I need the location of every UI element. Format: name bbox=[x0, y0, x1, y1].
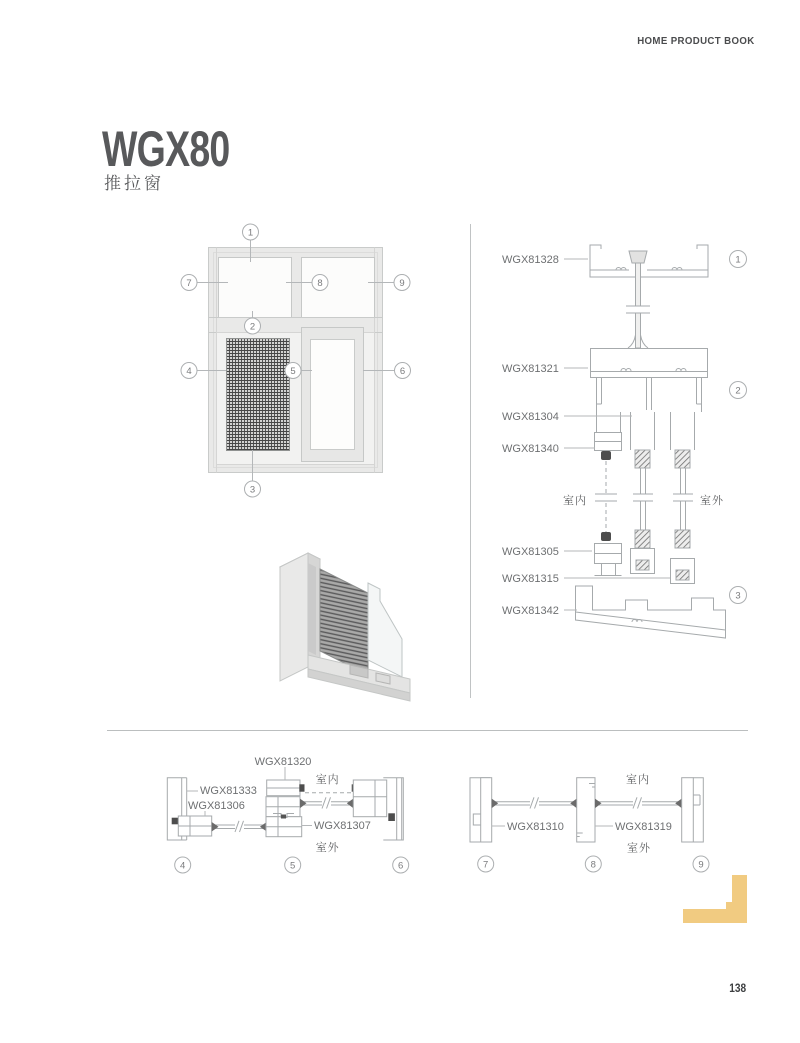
indoor-label: 室内 bbox=[315, 774, 340, 786]
hsec-right-callouts bbox=[478, 856, 709, 872]
callout-5-badge bbox=[285, 363, 301, 379]
callout-7-badge bbox=[478, 856, 494, 872]
callout-4-label: 4 bbox=[180, 860, 186, 872]
callout-5-label: 5 bbox=[290, 860, 296, 872]
window-frame bbox=[209, 248, 383, 473]
callout-4-badge bbox=[181, 363, 197, 379]
vertical-section-callouts bbox=[730, 251, 747, 604]
part-label-wgx81320: WGX81320 bbox=[254, 756, 312, 768]
callout-9-label: 9 bbox=[698, 859, 704, 871]
callout-5-label: 5 bbox=[290, 366, 296, 377]
callout-3-badge bbox=[730, 587, 747, 604]
callout-1-label: 1 bbox=[735, 254, 741, 266]
callout-8-badge bbox=[312, 275, 328, 291]
callout-6-badge bbox=[393, 857, 409, 873]
callout-3-badge bbox=[245, 481, 261, 497]
callout-6-label: 6 bbox=[398, 860, 404, 872]
part-label-wgx81305: WGX81305 bbox=[502, 546, 559, 558]
callout-2-label: 2 bbox=[735, 385, 741, 397]
callout-1-badge bbox=[243, 224, 259, 240]
horizontal-section-left-diagram bbox=[150, 750, 420, 880]
iso-glass bbox=[368, 583, 402, 677]
part-label-wgx81307: WGX81307 bbox=[314, 820, 371, 832]
callout-7-badge bbox=[181, 275, 197, 291]
callout-2-badge bbox=[730, 382, 747, 399]
vertical-divider bbox=[470, 224, 471, 698]
callout-4-badge bbox=[175, 857, 191, 873]
callout-7-label: 7 bbox=[186, 278, 192, 289]
callout-4-label: 4 bbox=[186, 366, 192, 377]
product-type-subtitle: 推拉窗 bbox=[104, 174, 164, 193]
part-label-wgx81333: WGX81333 bbox=[200, 785, 257, 797]
insect-screen bbox=[227, 339, 290, 451]
callout-8-badge bbox=[585, 856, 601, 872]
callout-9-label: 9 bbox=[399, 278, 405, 289]
callout-9-badge bbox=[394, 275, 410, 291]
vertical-section-diagram bbox=[480, 230, 760, 670]
part-label-wgx81304: WGX81304 bbox=[502, 411, 559, 423]
outdoor-label: 室外 bbox=[700, 495, 724, 507]
top-right-glass bbox=[302, 258, 375, 318]
callout-6-label: 6 bbox=[399, 366, 406, 377]
part-label-wgx81328: WGX81328 bbox=[502, 254, 559, 266]
callout-7-label: 7 bbox=[483, 859, 489, 871]
callout-5-badge bbox=[285, 857, 301, 873]
callout-2-badge bbox=[245, 318, 261, 334]
callout-8-label: 8 bbox=[590, 859, 596, 871]
callout-8-label: 8 bbox=[317, 278, 323, 289]
callout-2-label: 2 bbox=[249, 321, 256, 333]
callout-3-label: 3 bbox=[735, 590, 741, 602]
part-label-wgx81310: WGX81310 bbox=[507, 821, 564, 833]
part-label-wgx81315: WGX81315 bbox=[502, 573, 559, 585]
outdoor-label: 室外 bbox=[315, 842, 340, 854]
part-label-wgx81306: WGX81306 bbox=[188, 800, 245, 812]
indoor-label: 室内 bbox=[626, 774, 650, 786]
product-model-title: WGX80 bbox=[102, 121, 230, 177]
callout-3-label: 3 bbox=[249, 484, 256, 496]
part-label-wgx81321: WGX81321 bbox=[502, 363, 559, 375]
part-label-wgx81340: WGX81340 bbox=[502, 443, 559, 455]
vertical-section-profiles bbox=[576, 245, 726, 638]
callout-1-badge bbox=[730, 251, 747, 268]
horizontal-section-right-diagram bbox=[450, 750, 720, 880]
window-elevation-diagram bbox=[160, 215, 420, 505]
top-left-glass bbox=[219, 258, 292, 318]
part-label-wgx81342: WGX81342 bbox=[502, 605, 559, 617]
indoor-label: 室内 bbox=[563, 495, 587, 507]
callout-9-badge bbox=[693, 856, 709, 872]
callout-1-label: 1 bbox=[247, 227, 254, 239]
callout-6-badge bbox=[395, 363, 411, 379]
sliding-sash-glass bbox=[311, 340, 355, 450]
page-number: 138 bbox=[729, 983, 746, 995]
book-title: HOME PRODUCT BOOK bbox=[637, 35, 755, 47]
iso-shapes bbox=[280, 553, 410, 701]
outdoor-label: 室外 bbox=[627, 842, 651, 855]
part-label-wgx81319: WGX81319 bbox=[615, 821, 672, 833]
horizontal-divider bbox=[107, 730, 748, 731]
isometric-profile-render bbox=[250, 505, 440, 705]
corner-accent-shape bbox=[683, 875, 747, 923]
hsec-left-callouts bbox=[175, 857, 409, 873]
